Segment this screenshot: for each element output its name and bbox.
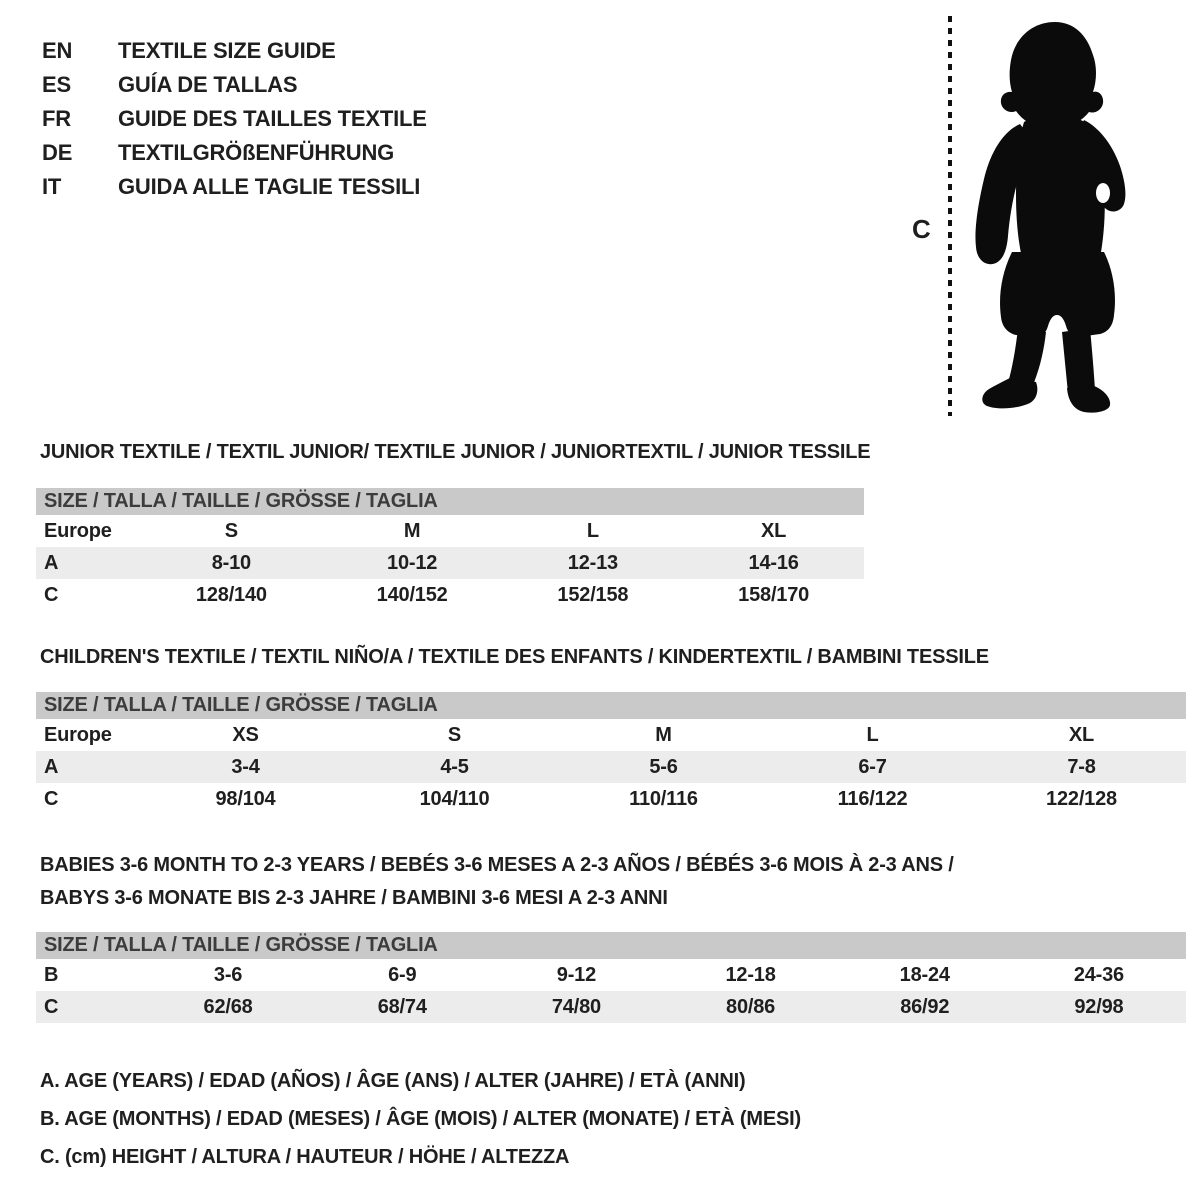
row-label: C — [44, 583, 59, 606]
height-measure-label: C — [912, 214, 931, 244]
table-row — [36, 719, 1186, 751]
table-cell: M — [403, 519, 421, 542]
table-rows — [36, 515, 864, 611]
table-cell: 10-12 — [387, 551, 438, 574]
table-cell: 158/170 — [738, 583, 810, 606]
table-cell: 128/140 — [195, 583, 267, 606]
row-label: Europe — [44, 519, 112, 542]
table-row — [36, 547, 864, 579]
table-cell: 24-36 — [1073, 963, 1124, 986]
row-label: C — [44, 787, 59, 810]
table-cell: 140/152 — [376, 583, 448, 606]
table-cell: M — [655, 723, 672, 746]
table-cell: 8-10 — [211, 551, 251, 574]
section-junior-textile — [36, 436, 871, 606]
junior-size-table — [36, 488, 864, 611]
table-cell: 86/92 — [900, 995, 950, 1018]
table-cell: 14-16 — [748, 551, 799, 574]
language-code: ES — [42, 72, 71, 97]
table-cell: L — [586, 519, 599, 542]
language-title-list — [42, 34, 427, 204]
guide-title: GUIDA ALLE TAGLIE TESSILI — [118, 174, 421, 199]
table-cell: 74/80 — [551, 995, 601, 1018]
table-row — [36, 515, 864, 547]
size-header-bar: SIZE / TALLA / TAILLE / GRÖSSE / TAGLIA — [36, 692, 1186, 719]
size-header-bar: SIZE / TALLA / TAILLE / GRÖSSE / TAGLIA — [36, 932, 1186, 959]
language-code: EN — [42, 38, 73, 63]
language-row — [42, 170, 427, 204]
table-rows — [36, 719, 1186, 815]
language-code: FR — [42, 106, 71, 131]
row-label: B — [44, 963, 59, 986]
table-row — [36, 579, 864, 611]
table-cell: 12-13 — [567, 551, 618, 574]
table-cell: 4-5 — [440, 755, 469, 778]
table-cell: 62/68 — [203, 995, 253, 1018]
section-title — [40, 641, 1186, 674]
language-code: IT — [42, 174, 62, 199]
table-cell: 6-9 — [388, 963, 417, 986]
babies-size-table — [36, 932, 1186, 1023]
note-age-years: A. AGE (YEARS) / EDAD (AÑOS) / ÂGE (ANS) / ALTER (JAHRE) / ETÀ (ANNI) — [40, 1069, 746, 1092]
table-cell: XL — [761, 519, 787, 542]
table-cell: 80/86 — [726, 995, 776, 1018]
table-row — [36, 991, 1186, 1023]
children-size-table — [36, 692, 1186, 815]
baby-silhouette-icon — [960, 14, 1140, 418]
table-cell: 122/128 — [1046, 787, 1117, 810]
table-cell: 152/158 — [557, 583, 629, 606]
section-title — [40, 436, 871, 469]
table-cell: 6-7 — [858, 755, 887, 778]
guide-title: TEXTILGRÖßENFÜHRUNG — [118, 140, 395, 165]
guide-title: TEXTILE SIZE GUIDE — [118, 38, 336, 63]
table-cell: 7-8 — [1067, 755, 1096, 778]
section-children-textile — [36, 641, 1186, 810]
guide-title: GUÍA DE TALLAS — [118, 72, 298, 97]
section-title-line: JUNIOR TEXTILE / TEXTIL JUNIOR/ TEXTILE JUNIOR / JUNIORTEXTIL / JUNIOR TESSILE — [40, 441, 871, 463]
table-cell: XL — [1068, 723, 1095, 746]
table-cell: XS — [232, 723, 259, 746]
table-cell: 9-12 — [556, 963, 597, 986]
guide-title: GUIDE DES TAILLES TEXTILE — [118, 106, 427, 131]
table-cell: 5-6 — [649, 755, 678, 778]
table-row — [36, 751, 1186, 783]
legend-notes — [40, 1062, 801, 1176]
table-cell: 110/116 — [629, 787, 698, 810]
size-header-bar: SIZE / TALLA / TAILLE / GRÖSSE / TAGLIA — [36, 488, 864, 515]
section-title-line: CHILDREN'S TEXTILE / TEXTIL NIÑO/A / TEXTILE DES ENFANTS / KINDERTEXTIL / BAMBINI TESSILE — [40, 646, 989, 668]
table-cell: 98/104 — [215, 787, 276, 810]
language-row — [42, 136, 427, 170]
section-title — [40, 849, 1186, 915]
table-row — [36, 959, 1186, 991]
table-cell: 116/122 — [837, 787, 908, 810]
height-measure-dashed-line — [948, 16, 952, 416]
table-cell: 12-18 — [725, 963, 776, 986]
section-babies-textile — [36, 849, 1186, 1018]
language-row — [42, 102, 427, 136]
table-row — [36, 783, 1186, 815]
row-label: Europe — [44, 723, 112, 746]
language-code: DE — [42, 140, 73, 165]
row-label: C — [44, 995, 59, 1018]
table-cell: 18-24 — [899, 963, 950, 986]
language-row — [42, 68, 427, 102]
section-title-line: BABIES 3-6 MONTH TO 2-3 YEARS / BEBÉS 3-6 MESES A 2-3 AÑOS / BÉBÉS 3-6 MOIS À 2-3 ANS / — [40, 854, 954, 876]
table-cell: 68/74 — [377, 995, 427, 1018]
table-cell: 3-4 — [231, 755, 260, 778]
row-label: A — [44, 755, 59, 778]
row-label: A — [44, 551, 59, 574]
table-cell: L — [866, 723, 879, 746]
note-height-cm: C. (cm) HEIGHT / ALTURA / HAUTEUR / HÖHE / ALTEZZA — [40, 1145, 570, 1168]
note-age-months: B. AGE (MONTHS) / EDAD (MESES) / ÂGE (MOIS) / ALTER (MONATE) / ETÀ (MESI) — [40, 1107, 801, 1130]
section-title-line: BABYS 3-6 MONATE BIS 2-3 JAHRE / BAMBINI 3-6 MESI A 2-3 ANNI — [40, 887, 668, 909]
table-cell: S — [447, 723, 462, 746]
language-row — [42, 34, 427, 68]
table-cell: S — [224, 519, 238, 542]
table-rows — [36, 959, 1186, 1023]
table-cell: 104/110 — [419, 787, 490, 810]
table-cell: 92/98 — [1074, 995, 1124, 1018]
table-cell: 3-6 — [213, 963, 243, 986]
